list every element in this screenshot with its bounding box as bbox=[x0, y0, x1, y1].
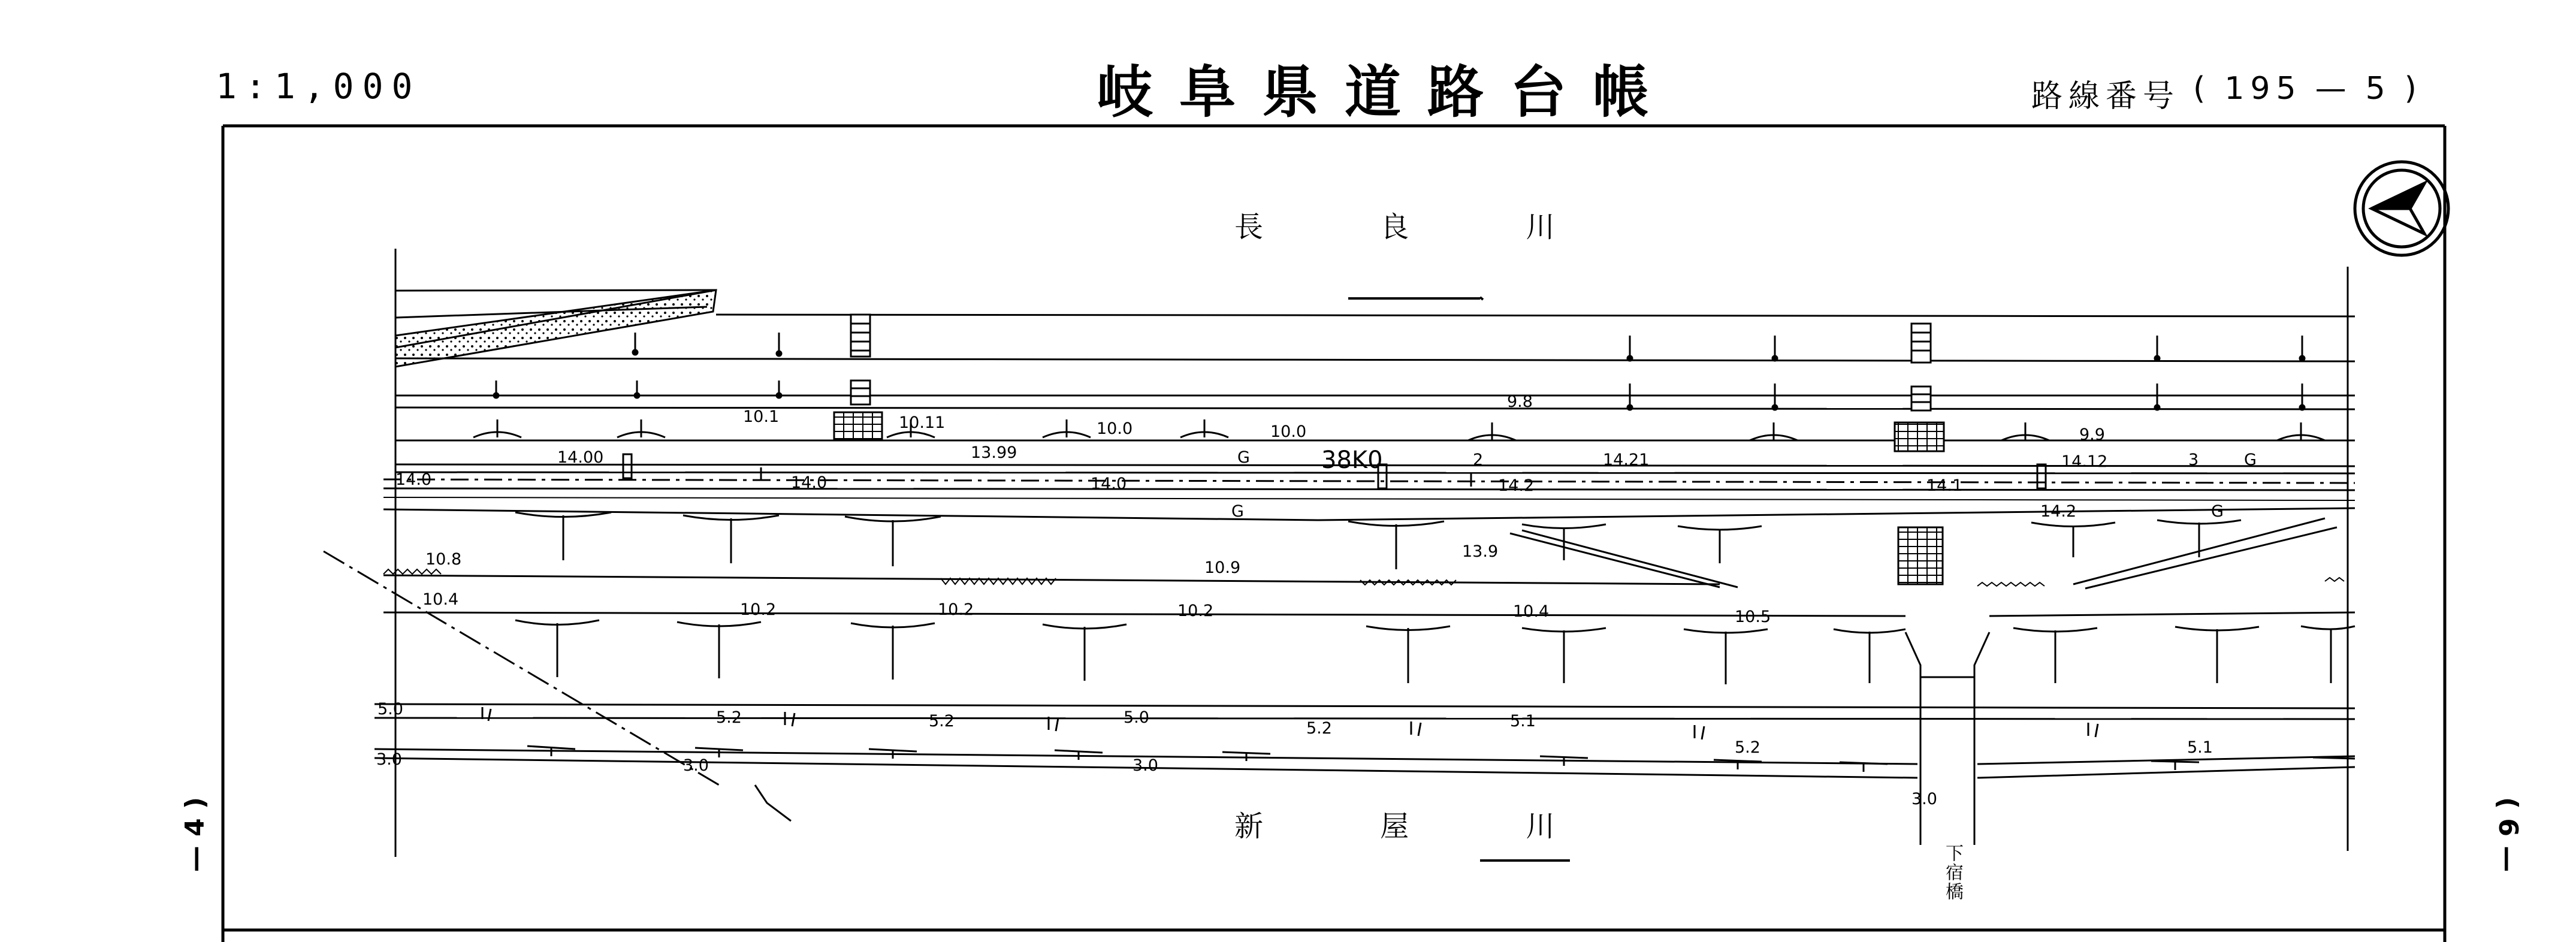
gutter-label: G bbox=[2211, 502, 2224, 521]
sheet-ref-left: — 4 ) bbox=[180, 797, 210, 872]
elev-label: 10.5 bbox=[1735, 608, 1771, 626]
route-sheet-value: 5 bbox=[2365, 71, 2391, 107]
gutter-label: G bbox=[2244, 451, 2257, 469]
sheet-ref-right: ( 6 — bbox=[2493, 797, 2523, 872]
bridge-name: 下宿橋 bbox=[1942, 844, 1963, 901]
road-width-label: 14.0 bbox=[1091, 475, 1127, 493]
elev-label: 10.8 bbox=[425, 550, 462, 569]
elev-label: 5.2 bbox=[1306, 719, 1332, 738]
width-label: 14.00 bbox=[557, 448, 604, 467]
elev-label: 5.1 bbox=[1510, 712, 1536, 730]
width-label: 14.21 bbox=[1603, 451, 1650, 469]
document-title: 岐阜県道路台帳 bbox=[1097, 60, 1676, 125]
gutter-label: G bbox=[1237, 448, 1250, 467]
station-label: 38K0 bbox=[1321, 446, 1383, 474]
elev-label: 9.9 bbox=[2079, 425, 2105, 444]
route-close-paren: ) bbox=[2404, 71, 2423, 107]
road-width-label: 14.0 bbox=[791, 473, 828, 492]
elev-label: 10.11 bbox=[899, 413, 946, 432]
elev-label: 10.1 bbox=[743, 407, 780, 426]
north-arrow-icon bbox=[2355, 162, 2448, 255]
elev-label: 10.9 bbox=[1204, 558, 1241, 577]
elev-label: 14.2 bbox=[2040, 502, 2077, 521]
elev-label: 9.8 bbox=[1507, 393, 1533, 411]
elev-label: 3.0 bbox=[683, 756, 709, 775]
road-width-label: 14.2 bbox=[1498, 476, 1535, 495]
elev-label: 10.0 bbox=[1270, 422, 1307, 441]
elev-label: 13.9 bbox=[1462, 542, 1499, 561]
elev-label: 5.2 bbox=[716, 708, 742, 727]
route-prefix: 路線番号 bbox=[2031, 78, 2181, 114]
elev-label: 10.2 bbox=[1177, 602, 1214, 620]
scale-label: 1:1,000 bbox=[216, 66, 421, 107]
marker-label: 3 bbox=[2188, 451, 2199, 469]
utility-posts bbox=[494, 333, 2305, 410]
river-underline-marks bbox=[1348, 297, 1570, 861]
elev-label: 10.2 bbox=[938, 600, 974, 619]
elev-label: 5.2 bbox=[1735, 738, 1760, 757]
elev-label: 5.0 bbox=[378, 700, 403, 718]
road-lines bbox=[324, 249, 2355, 857]
elev-label: 10.2 bbox=[740, 600, 777, 619]
elev-label: 3.0 bbox=[1133, 756, 1158, 775]
elev-label: 5.2 bbox=[929, 712, 955, 730]
route-dash: — bbox=[2315, 71, 2352, 107]
river-name-north: 長 良 川 bbox=[1234, 210, 1609, 244]
route-number-value: 195 bbox=[2224, 71, 2302, 107]
route-open-paren: ( bbox=[2193, 71, 2212, 107]
river-name-south: 新 屋 川 bbox=[1234, 810, 1609, 843]
elev-label: 5.0 bbox=[1124, 708, 1149, 727]
elev-label: 10.0 bbox=[1097, 419, 1133, 438]
elev-label: 10.4 bbox=[422, 590, 459, 609]
gutter-label: G bbox=[1231, 502, 1244, 521]
road-width-label: 14.0 bbox=[395, 470, 432, 489]
width-label: 14.12 bbox=[2061, 452, 2108, 471]
elev-label: 10.4 bbox=[1513, 602, 1550, 621]
elev-label: 3.0 bbox=[376, 750, 402, 769]
elev-label: 3.0 bbox=[1911, 790, 1937, 808]
road-width-label: 14.1 bbox=[1926, 476, 1963, 495]
marker-label: 2 bbox=[1473, 451, 1484, 469]
elev-label: 5.1 bbox=[2187, 738, 2213, 757]
width-label: 13.99 bbox=[971, 443, 1017, 462]
